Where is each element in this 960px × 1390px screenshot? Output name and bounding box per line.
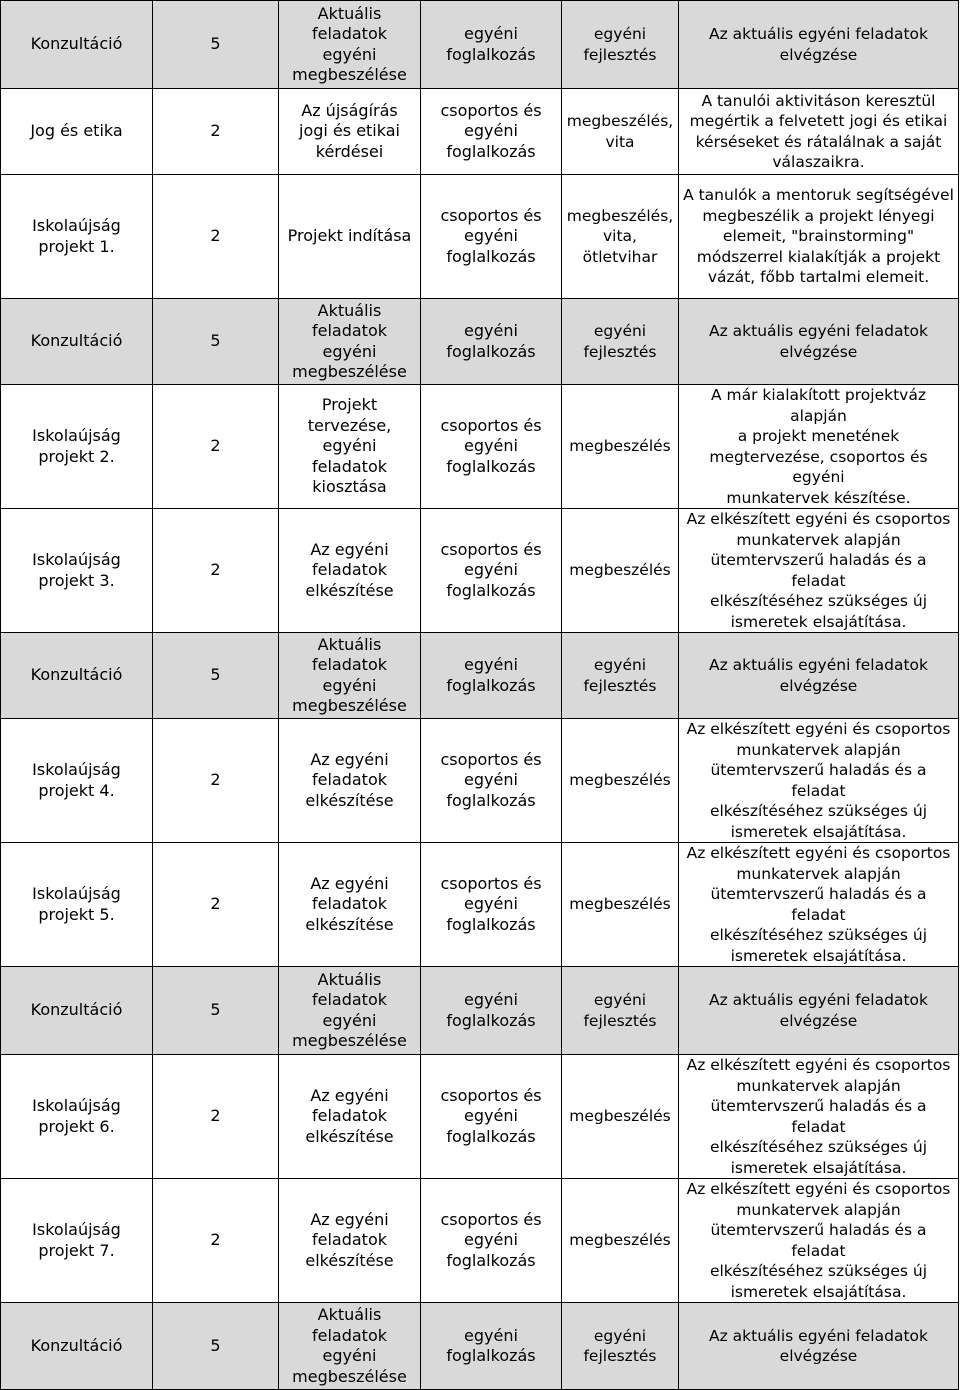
form-cell-line: egyéni [464,894,518,914]
hours-cell [153,1179,279,1303]
topic-cell-text: Iskolaújság projekt 5. [32,884,121,924]
goal-cell-line: ütemtervszerű haladás és a feladat [710,1221,927,1260]
activity-cell-line: kiosztása [312,477,387,497]
method-cell-line: egyéni [593,25,647,43]
topic-cell-text: Iskolaújság projekt 7. [32,1220,121,1260]
goal-cell [679,299,959,385]
goal-cell-line: Az elkészített egyéni és csoportos [686,844,951,862]
method-cell-line: megbeszélés, [566,206,674,225]
goal-cell-line: A tanulói aktivitáson keresztül [701,91,936,110]
goal-cell [679,1303,959,1390]
method-cell [562,1179,679,1303]
table-row [1,1303,959,1390]
form-cell-line: foglalkozás [446,141,536,161]
hours-cell-text: 2 [210,894,221,914]
method-cell [562,719,679,843]
goal-cell-line: ismeretek elsajátítása. [730,822,907,841]
goal-cell-line: Az aktuális egyéni feladatok [709,322,928,340]
topic-cell [1,967,153,1055]
method-cell [562,967,679,1055]
goal-cell [679,1,959,89]
activity-cell-line: megbeszélése [292,1366,407,1386]
activity-cell-line: egyéni [322,44,377,64]
activity-cell-line: Aktuális [317,634,382,654]
activity-cell-line: megbeszélése [292,1031,407,1050]
goal-cell-line: ismeretek elsajátítása. [730,1282,907,1301]
activity-cell-line: kérdései [315,141,384,161]
goal-cell-line: ismeretek elsajátítása. [730,946,907,965]
topic-cell [1,385,153,509]
topic-cell-text: Iskolaújság projekt 1. [32,216,121,256]
activity-cell-line: Aktuális [317,969,382,989]
form-cell-line: csoportos és [440,100,542,120]
goal-cell-line: módszerrel kialakítják a projekt [696,247,941,266]
activity-cell [279,633,421,719]
form-cell-line: csoportos és [440,1209,542,1229]
topic-cell-text: Jog és etika [30,121,123,141]
topic-cell [1,843,153,967]
topic-cell-text: Iskolaújság projekt 2. [32,426,121,466]
goal-cell-line: ütemtervszerű haladás és a feladat [710,1097,927,1136]
activity-cell-line: elkészítése [305,580,394,600]
goal-cell-line: elvégzése [779,1011,858,1030]
goal-cell-line: ütemtervszerű haladás és a feladat [710,885,927,924]
method-cell [562,509,679,633]
goal-cell [679,1055,959,1179]
hours-cell-text: 5 [210,1000,221,1020]
activity-cell-line: elkészítése [305,790,394,810]
form-cell-line: egyéni [464,1325,518,1345]
topic-cell-text: Konzultáció [30,34,123,54]
form-cell-line: foglalkozás [446,341,536,361]
hours-cell [153,719,279,843]
hours-cell-text: 2 [210,1230,221,1250]
form-cell-line: csoportos és [440,1085,542,1105]
activity-cell-line: feladatok [311,1230,387,1250]
method-cell-line: megbeszélés [569,561,671,580]
activity-cell-line: feladatok [311,770,387,790]
activity-cell [279,1303,421,1390]
goal-cell-line: munkatervek alapján [736,864,901,883]
form-cell [421,89,562,175]
goal-cell-line: Az elkészített egyéni és csoportos [686,510,951,528]
goal-cell-line: megbeszélik a projekt lényegi [702,206,935,225]
goal-cell-line: ütemtervszerű haladás és a feladat [710,761,927,800]
goal-cell-line: kérséseket és rátalálnak a saját [695,132,942,151]
hours-cell [153,1055,279,1179]
form-cell-line: egyéni [464,560,518,580]
hours-cell-text: 2 [210,770,221,790]
activity-cell-line: feladatok [311,655,387,674]
hours-cell [153,299,279,385]
topic-cell-text: Konzultáció [30,1000,123,1020]
method-cell-line: megbeszélés, [566,112,674,130]
topic-cell [1,719,153,843]
goal-cell-line: munkatervek alapján [736,530,901,549]
method-cell [562,843,679,967]
goal-cell-line: elvégzése [779,45,858,64]
goal-cell [679,175,959,299]
goal-cell-line: megtervezése, csoportos és egyéni [709,447,928,486]
form-cell [421,1179,562,1303]
table-body [1,1,959,1390]
form-cell [421,967,562,1055]
activity-cell-line: egyéni [322,675,377,695]
activity-cell-line: Aktuális [317,3,382,23]
goal-cell [679,843,959,967]
method-cell-line: fejlesztés [583,1347,657,1365]
goal-cell [679,633,959,719]
method-cell [562,89,679,175]
form-cell-line: egyéni [464,321,518,340]
activity-cell [279,509,421,633]
form-cell-line: egyéni [464,436,518,456]
activity-cell [279,299,421,385]
topic-cell [1,1,153,89]
table-row [1,175,959,299]
topic-cell-text: Konzultáció [30,665,123,685]
topic-cell [1,509,153,633]
goal-cell-line: A már kialakított projektváz alapján [711,386,926,425]
topic-cell-text: Konzultáció [30,1335,123,1355]
hours-cell [153,633,279,719]
activity-cell-line: feladatok [311,1325,387,1345]
activity-cell-line: feladatok [311,321,387,340]
form-cell-line: foglalkozás [446,44,536,64]
hours-cell [153,1303,279,1390]
form-cell [421,1303,562,1390]
topic-cell [1,299,153,385]
form-cell-line: egyéni [464,655,518,674]
activity-cell [279,843,421,967]
activity-cell-line: tervezése, [307,415,392,435]
form-cell-line: egyéni [464,226,518,246]
form-cell-line: egyéni [464,24,518,43]
activity-cell-line: Az egyéni [310,539,389,559]
form-cell [421,299,562,385]
activity-cell-line: feladatok [311,560,387,580]
hours-cell-text: 5 [210,331,221,351]
method-cell [562,299,679,385]
goal-cell-line: ismeretek elsajátítása. [730,612,907,631]
goal-cell-line: elemeit, "brainstorming" [722,227,915,246]
table-row [1,385,959,509]
hours-cell-text: 5 [210,665,221,685]
method-cell [562,1055,679,1179]
form-cell [421,175,562,299]
table-row [1,719,959,843]
form-cell-line: foglalkozás [446,1250,536,1270]
goal-cell-line: elkészítéséhez szükséges új [709,1138,928,1156]
method-cell-line: fejlesztés [583,45,657,64]
table-row [1,509,959,633]
activity-cell [279,1055,421,1179]
method-cell-line: vita, ötletvihar [582,227,658,266]
topic-cell-text: Iskolaújság projekt 6. [32,1096,121,1136]
activity-cell-line: feladatok [311,24,387,43]
topic-cell-text: Iskolaújság projekt 4. [32,760,121,800]
form-cell-line: csoportos és [440,539,542,559]
method-cell-line: megbeszélés [569,437,671,456]
activity-cell-line: feladatok [311,456,387,476]
goal-cell-line: elvégzése [779,1347,858,1365]
method-cell [562,1303,679,1390]
form-cell-line: csoportos és [440,415,542,435]
activity-cell [279,175,421,299]
hours-cell [153,89,279,175]
activity-cell-line: megbeszélése [292,362,407,381]
method-cell [562,175,679,299]
hours-cell [153,1,279,89]
goal-cell [679,1179,959,1303]
hours-cell [153,967,279,1055]
goal-cell-line: Az elkészített egyéni és csoportos [686,720,951,738]
form-cell [421,509,562,633]
method-cell-line: egyéni [593,991,647,1009]
method-cell-line: egyéni [593,1326,647,1345]
method-cell-line: megbeszélés [569,1231,671,1250]
goal-cell-line: elvégzése [779,676,858,695]
topic-cell [1,1055,153,1179]
activity-cell-line: Az egyéni [310,1209,389,1229]
goal-cell-line: Az elkészített egyéni és csoportos [686,1056,951,1074]
hours-cell-text: 2 [210,436,221,456]
table-row [1,299,959,385]
activity-cell-line: Aktuális [317,1305,382,1324]
activity-cell-line: elkészítése [305,1250,394,1270]
form-cell [421,1,562,89]
activity-cell-line: Az újságírás [301,100,398,120]
goal-cell-line: Az aktuális egyéni feladatok [709,991,928,1009]
goal-cell-line: elvégzése [779,342,858,361]
topic-cell-text: Konzultáció [30,331,123,351]
goal-cell-line: munkatervek készítése. [726,488,911,507]
activity-cell-line: elkészítése [305,1126,394,1146]
goal-cell-line: Az aktuális egyéni feladatok [709,656,928,674]
activity-cell-line: Projekt indítása [287,226,412,246]
goal-cell [679,967,959,1055]
form-cell-line: egyéni [464,121,518,141]
activity-cell-line: egyéni [322,1346,377,1365]
table-row [1,967,959,1055]
goal-cell-line: Az aktuális egyéni feladatok [709,25,928,43]
hours-cell [153,509,279,633]
method-cell [562,1,679,89]
method-cell-line: egyéni [593,322,647,340]
table-row [1,843,959,967]
activity-cell [279,1179,421,1303]
method-cell [562,385,679,509]
table-row [1,1055,959,1179]
goal-cell [679,89,959,175]
activity-cell-line: megbeszélése [292,65,407,84]
topic-cell [1,175,153,299]
goal-cell-line: elkészítéséhez szükséges új [709,1262,928,1280]
activity-cell-line: Projekt [321,395,378,415]
form-cell-line: foglalkozás [446,456,536,476]
activity-cell-line: feladatok [311,1106,387,1126]
method-cell-line: megbeszélés [569,895,671,914]
form-cell [421,1055,562,1179]
hours-cell-text: 2 [210,560,221,580]
method-cell-line: egyéni [593,656,647,674]
goal-cell-line: a projekt menetének [737,427,900,445]
hours-cell [153,385,279,509]
goal-cell [679,719,959,843]
goal-cell-line: válaszaikra. [772,153,865,171]
activity-cell-line: jogi és etikai [299,121,400,141]
goal-cell-line: vázát, főbb tartalmi elemeit. [707,268,930,287]
goal-cell-line: munkatervek alapján [736,1200,901,1219]
method-cell-line: vita [605,132,635,151]
goal-cell-line: ütemtervszerű haladás és a feladat [710,551,927,590]
form-cell-line: csoportos és [440,205,542,225]
form-cell-line: egyéni [464,1106,518,1126]
activity-cell-line: Az egyéni [310,873,389,893]
topic-cell [1,633,153,719]
form-cell-line: foglalkozás [446,580,536,600]
topic-cell [1,1303,153,1390]
activity-cell [279,1,421,89]
form-cell-line: foglalkozás [446,1346,536,1365]
form-cell-line: foglalkozás [446,675,536,695]
goal-cell-line: megértik a felvetett jogi és etikai [689,112,948,130]
activity-cell-line: Az egyéni [310,749,389,769]
activity-cell-line: Az egyéni [310,1085,389,1105]
form-cell [421,633,562,719]
table-row [1,89,959,175]
topic-cell [1,1179,153,1303]
hours-cell [153,843,279,967]
form-cell [421,719,562,843]
hours-cell-text: 2 [210,121,221,141]
activity-cell-line: megbeszélése [292,696,407,715]
hours-cell-text: 2 [210,226,221,246]
activity-cell-line: egyéni [322,436,377,456]
goal-cell-line: elkészítéséhez szükséges új [709,802,928,820]
goal-cell-line: elkészítéséhez szükséges új [709,592,928,610]
activity-cell-line: egyéni [322,341,377,361]
activity-cell-line: feladatok [311,894,387,914]
method-cell-line: fejlesztés [583,676,657,695]
table-row [1,633,959,719]
activity-cell-line: egyéni [322,1010,377,1030]
activity-cell [279,967,421,1055]
table-row [1,1,959,89]
hours-cell-text: 2 [210,1106,221,1126]
goal-cell [679,385,959,509]
goal-cell-line: munkatervek alapján [736,740,901,759]
activity-cell [279,719,421,843]
activity-cell [279,385,421,509]
form-cell-line: foglalkozás [446,246,536,266]
hours-cell-text: 5 [210,34,221,54]
method-cell-line: fejlesztés [583,342,657,361]
activity-cell [279,89,421,175]
goal-cell-line: Az elkészített egyéni és csoportos [686,1180,951,1198]
method-cell-line: fejlesztés [583,1011,657,1030]
method-cell-line: megbeszélés [569,771,671,790]
topic-cell [1,89,153,175]
hours-cell [153,175,279,299]
method-cell-line: megbeszélés [569,1107,671,1126]
form-cell-line: foglalkozás [446,1010,536,1030]
goal-cell-line: ismeretek elsajátítása. [730,1158,907,1177]
activity-cell-line: Aktuális [317,300,382,320]
form-cell-line: egyéni [464,1230,518,1250]
table-row [1,1179,959,1303]
form-cell-line: foglalkozás [446,790,536,810]
form-cell-line: foglalkozás [446,914,536,934]
form-cell-line: csoportos és [440,749,542,769]
form-cell [421,843,562,967]
form-cell-line: foglalkozás [446,1126,536,1146]
hours-cell-text: 5 [210,1335,221,1355]
activity-cell-line: elkészítése [305,914,394,934]
topic-cell-text: Iskolaújság projekt 3. [32,550,121,590]
goal-cell-line: A tanulók a mentoruk segítségével [683,186,954,205]
activity-cell-line: feladatok [311,990,387,1009]
goal-cell-line: munkatervek alapján [736,1076,901,1095]
goal-cell-line: elkészítéséhez szükséges új [709,926,928,944]
form-cell [421,385,562,509]
goal-cell-line: Az aktuális egyéni feladatok [709,1326,928,1345]
goal-cell [679,509,959,633]
form-cell-line: egyéni [464,990,518,1009]
method-cell [562,633,679,719]
form-cell-line: egyéni [464,770,518,790]
form-cell-line: csoportos és [440,873,542,893]
